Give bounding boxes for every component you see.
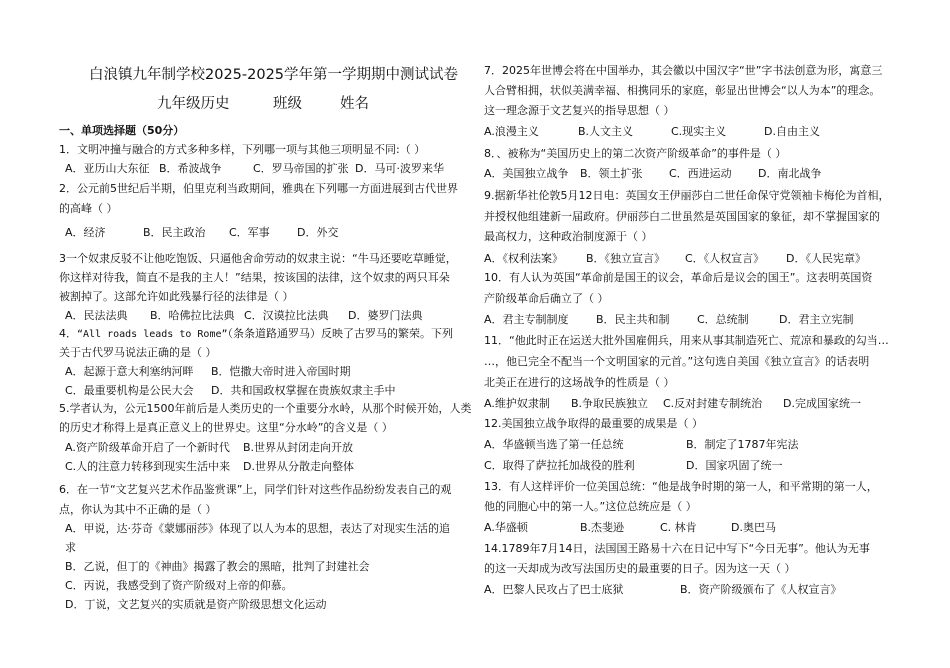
question-7-stem: 7．2025年世博会将在中国举办，其会徽以中国汉字“世”字书法创意为形，寓意三	[484, 64, 883, 77]
option-c[interactable]: C.反对封建专制统治	[663, 397, 763, 410]
exam-title: 白浪镇九年制学校2025-2025学年第一学期期中测试试卷	[89, 67, 459, 83]
question-10-stem-cont: 产阶级革命后确立了（ ）	[484, 292, 609, 305]
question-9-stem: 9.据新华社伦敦5月12日电：英国女王伊丽莎白二世任命保守党领袖卡梅伦为首相，	[484, 189, 890, 202]
option-a[interactable]: A.资产阶级革命开启了一个新时代	[65, 441, 230, 454]
option-a[interactable]: A．民法法典	[65, 309, 128, 322]
question-2-stem-cont: 的高峰（ ）	[59, 202, 118, 215]
question-1-stem: 1．文明冲撞与融合的方式多种多样，下列哪一项与其他三项明显不同:（ ）	[59, 143, 426, 156]
option-b[interactable]: B．民主共和制	[596, 313, 670, 326]
option-c[interactable]: C.人的注意力转移到现实生活中来	[65, 460, 231, 473]
option-d[interactable]: D.世界从分散走向整体	[243, 460, 354, 473]
option-b[interactable]: B．制定了1787年宪法	[686, 438, 799, 451]
question-14-stem-cont: 的这一天却成为改写法国历史的最重要的日子。因为这一天（ ）	[484, 562, 796, 575]
option-b[interactable]: B．乙说，但丁的《神曲》揭露了教会的黑暗，批判了封建社会	[65, 560, 370, 573]
option-d[interactable]: D．《人民宪章》	[786, 252, 866, 265]
option-c[interactable]: C．西进运动	[669, 167, 732, 180]
option-a[interactable]: A．亚历山大东征	[65, 162, 150, 175]
option-c[interactable]: C．总统制	[697, 313, 749, 326]
section-heading: 一、单项选择题（50分）	[59, 124, 185, 137]
option-d[interactable]: D．南北战争	[758, 167, 822, 180]
question-4-stem	[59, 327, 453, 342]
option-a-cont[interactable]: 求	[65, 541, 76, 554]
question-12-stem: 12.美国独立战争取得的最重要的成果是（ ）	[484, 417, 703, 430]
class-label: 班级	[273, 96, 302, 112]
option-b[interactable]: B.人文主义	[578, 125, 634, 138]
option-b[interactable]: B．民主政治	[143, 226, 206, 239]
question-4-stem-cont: 关于古代罗马说法正确的是（ ）	[59, 346, 217, 359]
question-13-stem: 13．有人这样评价一位美国总统：“他是战争时期的第一人，和平常期的第一人，	[484, 480, 878, 493]
option-d[interactable]: D．丁说，文艺复兴的实质就是资产阶级思想文化运动	[65, 598, 327, 611]
option-c[interactable]: C．军事	[229, 226, 270, 239]
option-a[interactable]: A.维护奴隶制	[484, 397, 550, 410]
option-b[interactable]: B．《独立宣言》	[586, 252, 666, 265]
question-11-stem-cont2: 北美正在进行的这场战争的性质是（ ）	[484, 376, 675, 389]
question-11-stem-cont: …，他已完全不配当一个文明国家的元首。”这句选自美国《独立宣言》的话表明	[484, 355, 870, 368]
option-a[interactable]: A．巴黎人民攻占了巴士底狱	[484, 583, 624, 596]
question-7-stem-cont: 人合臂相拥，状似美满幸福、相携同乐的家庭，彰显出世博会“以人为本”的理念。	[484, 84, 881, 97]
question-7-stem-cont2: 这一理念源于文艺复兴的指导思想（ ）	[484, 104, 675, 117]
question-13-stem-cont: 他的同胞心中的第一人。”这位总统应是（ ）	[484, 500, 697, 513]
question-3-stem-cont: 你这样对待我，简直不是我的主人！”结果，按该国的法律，这个奴隶的两只耳朵	[59, 271, 450, 284]
option-b[interactable]: B．资产阶级颁布了《人权宣言》	[680, 583, 842, 596]
option-c[interactable]: C．最重要机构是公民大会	[65, 384, 194, 397]
question-10-stem: 10．有人认为英国“革命前是国王的议会，革命后是议会的国王”。这表明英国资	[484, 271, 873, 284]
question-4-quote: “All roads leads to Rome”	[77, 329, 228, 340]
option-a[interactable]: A．经济	[65, 226, 106, 239]
name-label: 姓名	[340, 96, 369, 112]
option-d[interactable]: D.自由主义	[764, 125, 820, 138]
option-b[interactable]: B.世界从封闭走向开放	[243, 441, 354, 454]
option-d[interactable]: D.奥巴马	[731, 521, 776, 534]
subject-label: 九年级历史	[157, 96, 230, 112]
option-c[interactable]: C．汉谟拉比法典	[244, 309, 329, 322]
option-d[interactable]: D．国家巩固了统一	[686, 459, 783, 472]
question-3-stem: 3一个奴隶反驳不让他吃饱饭、只逼他舍命劳动的奴隶主说：“牛马还要吃草睡觉，	[59, 252, 457, 265]
option-a[interactable]: A．君主专制制度	[484, 313, 569, 326]
option-a[interactable]: A.浪漫主义	[484, 125, 539, 138]
question-4-rest: （条条道路通罗马）反映了古罗马的繁荣。下列	[227, 327, 454, 340]
option-c[interactable]: C．《人权宣言》	[685, 252, 765, 265]
option-a[interactable]: A．《权利法案》	[484, 252, 564, 265]
option-a[interactable]: A．起源于意大利塞纳河畔	[65, 365, 194, 378]
option-b[interactable]: B.争取民族独立	[571, 397, 649, 410]
option-b[interactable]: B.杰斐逊	[580, 521, 625, 534]
question-6-stem: 6．在一节“文艺复兴艺术作品鉴赏课”上，同学们针对这些作品纷纷发表自己的观	[59, 483, 452, 496]
question-14-stem: 14.1789年7月14日，法国国王路易十六在日记中写下“今日无事”。他认为无事	[484, 542, 870, 555]
option-d[interactable]: D．婆罗门法典	[348, 309, 423, 322]
option-b[interactable]: B．恺撒大帝时进入帝国时期	[211, 365, 351, 378]
option-b[interactable]: B．领土扩张	[580, 167, 643, 180]
option-b[interactable]: B．希波战争	[159, 162, 222, 175]
option-c[interactable]: C．取得了萨拉托加战役的胜利	[484, 459, 635, 472]
option-d[interactable]: D．马可·波罗来华	[355, 162, 444, 175]
option-c[interactable]: C．罗马帝国的扩张	[253, 162, 349, 175]
question-6-stem-cont: 点，你认为其中不正确的是（ ）	[59, 503, 217, 516]
question-2-stem: 2．公元前5世纪后半期，伯里克利当政期间，雅典在下列哪一方面进展到古代世界	[59, 182, 458, 195]
question-3-stem-cont2: 被割掉了。这部允许如此残暴行径的法律是（ ）	[59, 290, 294, 303]
question-9-stem-cont2: 最高权力，这种政治制度源于（ ）	[484, 230, 653, 243]
option-d[interactable]: D．君主立宪制	[779, 313, 854, 326]
question-4-number: 4．	[59, 327, 77, 340]
option-a[interactable]: A.华盛顿	[484, 521, 528, 534]
option-d[interactable]: D．共和国政权掌握在贵族奴隶主手中	[211, 384, 396, 397]
question-5-stem-cont: 的历史才称得上是真正意义上的世界史。这里“分水岭”的含义是（ ）	[59, 421, 393, 434]
option-d[interactable]: D.完成国家统一	[783, 397, 861, 410]
option-a[interactable]: A．华盛顿当选了第一任总统	[484, 438, 624, 451]
option-a[interactable]: A．美国独立战争	[484, 167, 569, 180]
option-d[interactable]: D．外交	[297, 226, 339, 239]
option-c[interactable]: C. 林肯	[660, 521, 697, 534]
question-8-stem: 8．、被称为“美国历史上的第二次资产阶级革命”的事件是（ ）	[484, 147, 787, 160]
option-c[interactable]: C.现实主义	[671, 125, 727, 138]
question-5-stem: 5.学者认为，公元1500年前后是人类历史的一个重要分水岭，从那个时候开始，人类	[59, 402, 472, 415]
option-b[interactable]: B．哈佛拉比法典	[150, 309, 235, 322]
question-11-stem: 11．“他此时正在运送大批外国雇佣兵，用来从事其制造死亡、荒凉和暴政的勾当…	[484, 334, 889, 347]
option-c[interactable]: C．丙说，我感受到了资产阶级对上帝的仰慕。	[65, 579, 293, 592]
option-a[interactable]: A．甲说，达·芬奇《蒙娜丽莎》体现了以人为本的思想，表达了对现实生活的追	[65, 522, 451, 535]
question-9-stem-cont: 并授权他组建新一届政府。伊丽莎白二世虽然是英国国家的象征，却不掌握国家的	[484, 210, 880, 223]
